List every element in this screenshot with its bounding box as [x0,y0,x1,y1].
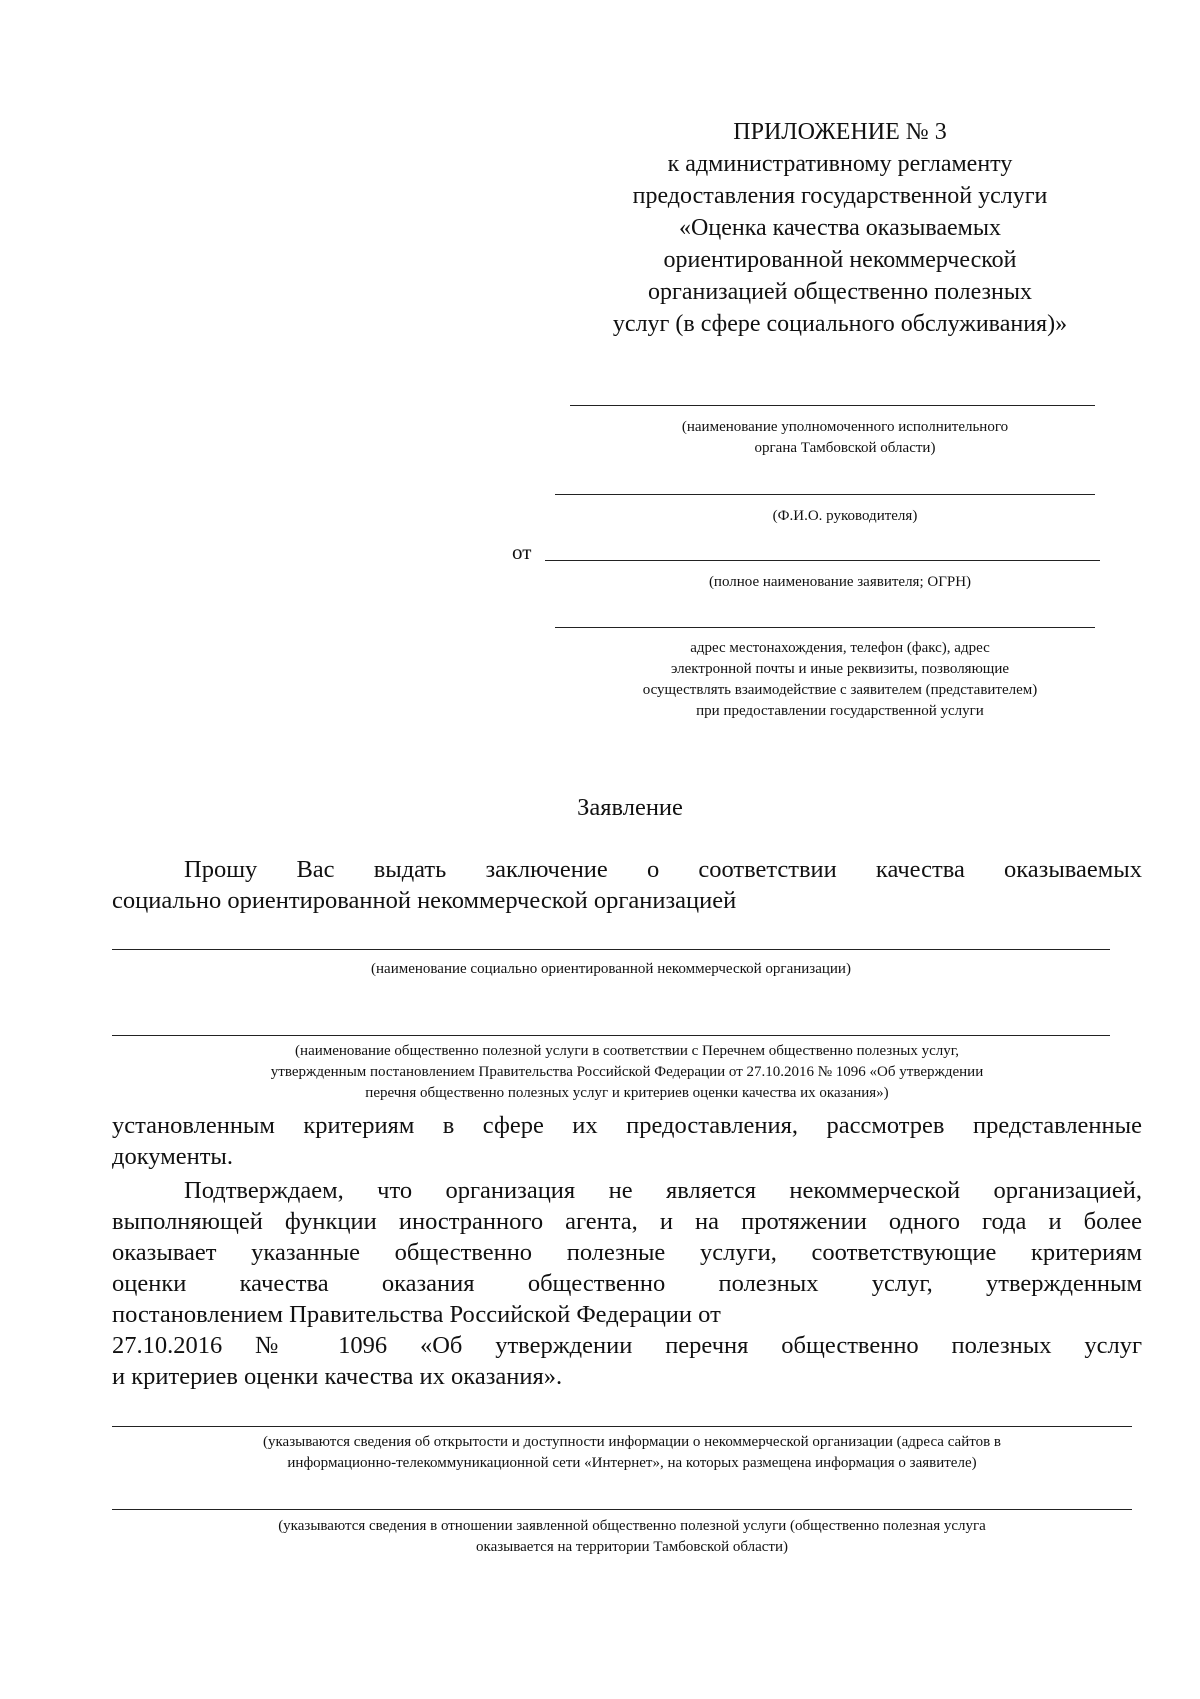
annex-header [560,116,1120,340]
confirm-line: оценки качества оказания общественно полезных услуг, утвержденным [112,1270,1142,1297]
confirm-line: оказывает указанные общественно полезные услуги, соответствующие критериям [112,1239,1142,1266]
annex-line: предоставления государственной услуги [632,183,1048,209]
service-caption-line: перечня общественно полезных услуг и критериев оценки качества их оказания») [365,1085,889,1101]
service-caption-line: (наименование общественно полезной услуги в соответствии с Перечнем общественно полезных услуг, [295,1043,959,1059]
confirm-line: выполняющей функции иностранного агента, и на протяжении одного года и более [112,1208,1142,1235]
criteria-line: документы. [112,1143,233,1170]
from-label: от [512,540,532,564]
confirmation-paragraph [112,1175,1142,1392]
annex-line: организацией общественно полезных [647,279,1032,305]
service-caption-line: утвержденным постановлением Правительства Российской Федерации от 27.10.2016 № 1096 «Об утверждении [270,1064,984,1080]
contacts-caption-line: при предоставлении государственной услуги [696,703,984,719]
service-territory-caption [112,1516,1152,1558]
contacts-blank-line[interactable] [555,627,1095,628]
annex-line: ориентированной некоммерческой [663,247,1017,273]
contacts-caption-line: осуществлять взаимодействие с заявителем (представителем) [642,682,1038,698]
head-name-blank-line[interactable] [555,494,1095,495]
annex-line: услуг (в сфере социального обслуживания)» [612,311,1068,337]
authority-caption [590,417,1100,459]
request-line: социально ориентированной некоммерческой организацией [112,887,737,914]
criteria-paragraph [112,1110,1142,1172]
service-name-blank-line[interactable] [112,1035,1110,1036]
confirm-line: постановлением Правительства Российской Федерации от [112,1301,721,1328]
criteria-line: установленным критериям в сфере их предоставления, рассмотрев представленные [112,1112,1142,1139]
request-paragraph [112,854,1142,916]
authority-blank-line[interactable] [570,405,1095,406]
confirm-line: Подтверждаем, что организация не является некоммерческой организацией, [184,1177,1142,1204]
openness-caption-line: информационно-телекоммуникационной сети «Интернет», на которых размещена информация о заявителе) [287,1455,977,1471]
contacts-caption-line: адрес местонахождения, телефон (факс), адрес [690,640,990,656]
head-name-caption: (Ф.И.О. руководителя) [772,508,918,524]
annex-line: к административному регламенту [667,151,1013,177]
openness-blank-line[interactable] [112,1426,1132,1427]
contacts-caption [570,638,1110,722]
statement-title: Заявление [577,794,683,821]
confirm-line: 27.10.2016 № 1096 «Об утверждении перечня общественно полезных услуг [112,1332,1142,1359]
org-name-caption: (наименование социально ориентированной некоммерческой организации) [371,961,851,977]
openness-caption-line: (указываются сведения об открытости и доступности информации о некоммерческой организации (адреса сайтов в [262,1434,1001,1450]
request-line: Прошу Вас выдать заключение о соответствии качества оказываемых [184,856,1142,883]
annex-title: ПРИЛОЖЕНИЕ № 3 [733,119,947,145]
service-territory-blank-line[interactable] [112,1509,1132,1510]
annex-line: «Оценка качества оказываемых [679,215,1001,241]
applicant-caption: (полное наименование заявителя; ОГРН) [708,574,972,590]
confirm-line: и критериев оценки качества их оказания». [112,1363,563,1390]
service-territory-caption-line: оказывается на территории Тамбовской области) [476,1539,788,1555]
org-name-blank-line[interactable] [112,949,1110,950]
authority-caption-line: (наименование уполномоченного исполнительного [681,419,1009,435]
applicant-blank-line[interactable] [545,560,1100,561]
contacts-caption-line: электронной почты и иные реквизиты, позволяющие [670,661,1010,677]
authority-caption-line: органа Тамбовской области) [754,440,936,456]
service-name-caption [112,1041,1142,1104]
openness-caption [112,1432,1152,1474]
service-territory-caption-line: (указываются сведения в отношении заявленной общественно полезной услуги (общественно полезная услуга [278,1518,986,1534]
